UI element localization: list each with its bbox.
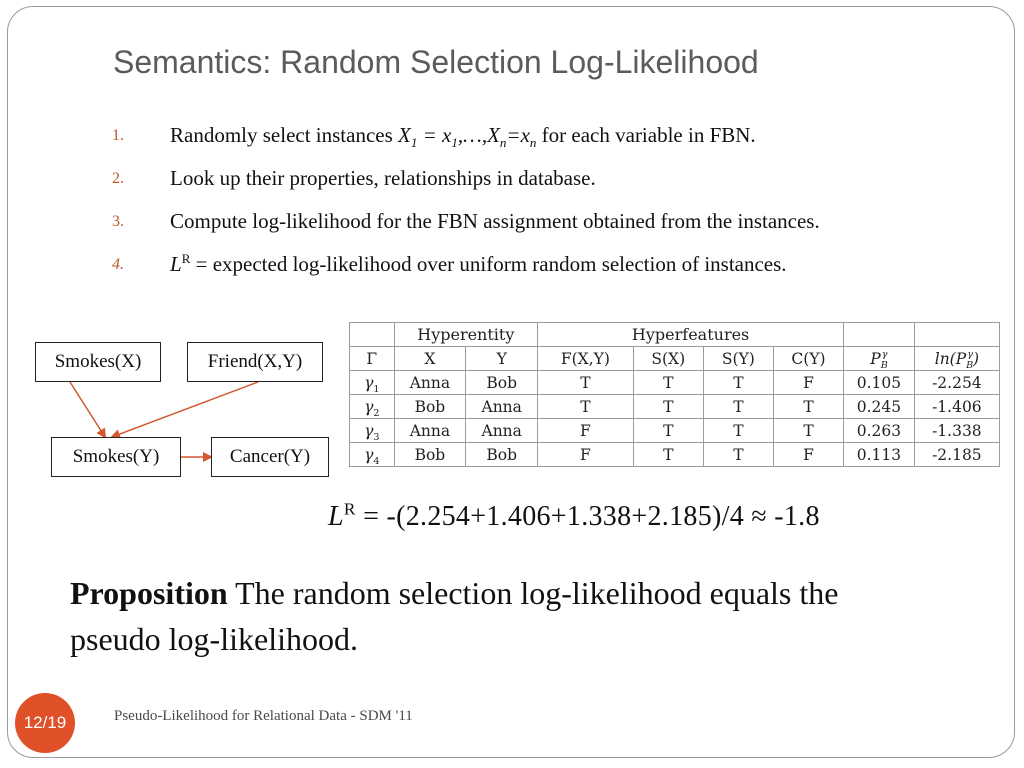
table-header: [350, 347, 1000, 371]
col-header: $P_B^\gamma$: [844, 347, 915, 371]
hyperfeature-table: [349, 322, 1000, 467]
step-text: Randomly select instances $X_1$ = $x_1,\dots,X_n=x_n$ for each variable in FBN.: [170, 123, 756, 151]
slide-title: Semantics: Random Selection Log-Likelihood: [113, 44, 759, 80]
table-row: $\gamma_3$ Anna Anna F T T T 0.263 -1.338: [350, 419, 1000, 443]
step-number: 4.: [112, 256, 124, 273]
col-header: Y: [466, 347, 538, 371]
table-group-header: [350, 323, 1000, 347]
node-smokes-y: Smokes(Y): [51, 437, 181, 477]
col-header: F(X,Y): [538, 347, 634, 371]
node-cancer-y: Cancer(Y): [211, 437, 329, 477]
col-header: Γ: [350, 347, 395, 371]
table-row: $\gamma_2$ Bob Anna T T T T 0.245 -1.406: [350, 395, 1000, 419]
step-number: 2.: [112, 170, 124, 187]
proposition: [70, 570, 930, 662]
col-header: S(Y): [703, 347, 773, 371]
step-text: Look up their properties, relationships in database.: [170, 166, 596, 190]
group-hyperfeatures: Hyperfeatures: [538, 323, 844, 347]
step-text: $L^R$ = expected log-likelihood over uniform random selection of instances.: [170, 251, 787, 276]
table-row: $\gamma_4$ Bob Bob F T T F 0.113 -2.185: [350, 443, 1000, 467]
proposition-label: Proposition: [70, 575, 228, 611]
proposition-text: The random selection log-likelihood equals the pseudo log-likelihood.: [70, 575, 839, 657]
col-header: $\ln(P_B^\gamma)$: [914, 347, 999, 371]
lr-formula: $L^R = -(2.254+1.406+1.338+2.185)/4 \approx -1.8$: [328, 499, 820, 532]
instance-formula: $X_1$ = $x_1,\dots,X_n=x_n$: [398, 123, 537, 151]
step-text: Compute log-likelihood for the FBN assignment obtained from the instances.: [170, 209, 820, 233]
edge-friend-smokesy: [112, 382, 258, 437]
step-number: 3.: [112, 213, 124, 230]
col-header: C(Y): [773, 347, 843, 371]
table-row: $\gamma_1$ Anna Bob T T T F 0.105 -2.254: [350, 371, 1000, 395]
footer-text: Pseudo-Likelihood for Relational Data - SDM '11: [114, 708, 413, 724]
node-smokes-x: Smokes(X): [35, 342, 161, 382]
group-hyperentity: Hyperentity: [394, 323, 538, 347]
col-header: S(X): [633, 347, 703, 371]
page-number-badge: 12/19: [15, 693, 75, 753]
node-friend-xy: Friend(X,Y): [187, 342, 323, 382]
step-number: 1.: [112, 127, 124, 144]
col-header: X: [394, 347, 466, 371]
edge-smokesx-smokesy: [70, 382, 105, 437]
